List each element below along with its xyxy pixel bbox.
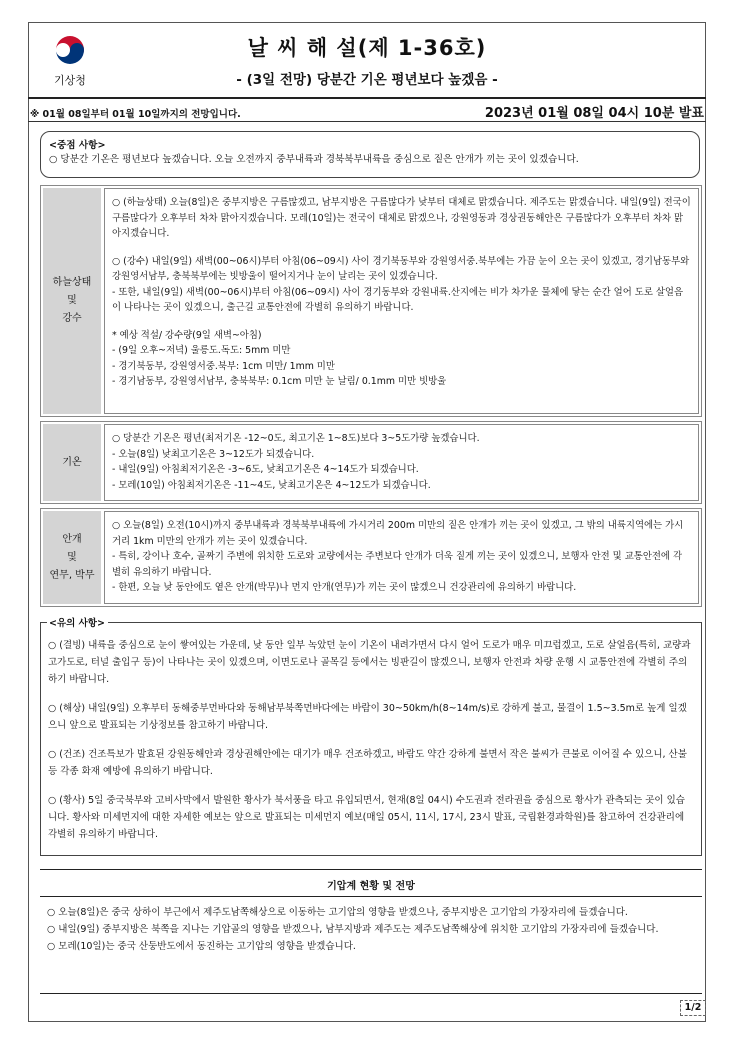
temp-section	[40, 421, 702, 504]
cautions-box	[40, 618, 702, 856]
pressure-paragraph: ○ 오늘(8일)은 중국 상하이 부근에서 제주도남쪽해상으로 이동하는 고기압의 영향을 받겠으나, 중부지방은 고기압의 가장자리에 들겠습니다.	[47, 907, 628, 918]
sky-paragraph: - 또한, 내일(9일) 새벽(00~06시)부터 아침(06~09시) 사이 경기동부와 강원내륙.산지에는 비가 차가운 물체에 닿는 순간 얼어 도로 살얼음이 나타나는 곳이 있겠으니, 출근길 교통안전에 각별히 유의하기 바랍니다.	[112, 286, 684, 313]
fog-paragraph: - 한편, 오늘 낮 동안에도 옅은 안개(박무)나 먼지 안개(연무)가 끼는 곳이 많겠으니 건강관리에 유의하기 바랍니다.	[112, 582, 577, 593]
pressure-divider-end	[40, 993, 702, 994]
page-subtitle: - (3일 전망) 당분간 기온 평년보다 높겠음 -	[236, 72, 498, 88]
temp-paragraph: - 모레(10일) 아침최저기온은 -11~4도, 낮최고기온은 4~12도가 되겠습니다.	[112, 479, 431, 491]
caution-paragraph: ○ (결빙) 내륙을 중심으로 눈이 쌓여있는 가운데, 낮 동안 일부 녹았던 눈이 기온이 내려가면서 다시 얼어 도로가 매우 미끄럽겠고, 도로 살얼음(특히, 교량과 고가도로, 터널 출입구 등)이 나타나는 곳이 있겠으며, 이면도로나 골목길 등에서는 빙판길이 많겠으니, 보행자 안전과 차량 운행 시 교통안전에 각별히 주의하기 바랍니다.	[48, 640, 691, 685]
fog-body	[104, 511, 699, 604]
pressure-heading: 기압계 현황 및 전망	[327, 881, 415, 892]
pressure-divider-top	[40, 869, 702, 870]
key-points-box	[40, 131, 700, 178]
temp-paragraph: - 오늘(8일) 낮최고기온은 3~12도가 되겠습니다.	[112, 448, 315, 460]
issued-time: 2023년 01월 08일 04시 10분 발표	[484, 106, 704, 121]
page-title: 날 씨 해 설(제 1-36호)	[247, 36, 487, 60]
caution-paragraph: ○ (해상) 내일(9일) 오후부터 동해중부먼바다와 동해남부북쪽먼바다에는 바람이 30~50km/h(8~14m/s)로 강하게 불고, 물결이 1.5~3.5m로 높게 일겠으니 앞으로 발표되는 기상정보를 참고하기 바랍니다.	[48, 703, 687, 731]
header-divider	[28, 97, 706, 99]
temp-body	[104, 424, 699, 501]
caution-paragraph: ○ (건조) 건조특보가 발효된 강원동해안과 경상권해안에는 대기가 매우 건조하겠고, 바람도 약간 강하게 불면서 작은 불씨가 큰불로 이어질 수 있으니, 산불 등 각종 화재 예방에 유의하기 바랍니다.	[48, 749, 687, 777]
page-number: 1/2	[680, 1000, 706, 1016]
agency-name: 기상청	[54, 74, 86, 87]
key-points-text: ○ 당분간 기온은 평년보다 높겠습니다. 오늘 오전까지 중부내륙과 경북북부내륙을 중심으로 짙은 안개가 끼는 곳이 있겠습니다.	[49, 154, 579, 165]
temp-paragraph: - 내일(9일) 아침최저기온은 -3~6도, 낮최고기온은 4~14도가 되겠습니다.	[112, 464, 419, 475]
sky-section	[40, 185, 702, 417]
temp-label: 기온	[43, 424, 101, 501]
sky-paragraph: ○ (하늘상태) 오늘(8일)은 중부지방은 구름많겠고, 남부지방은 구름많다가 낮부터 대체로 맑겠습니다. 제주도는 맑겠습니다. 내일(9일) 전국이 구름많다가 오후부터 차차 맑아지겠습니다. 모레(10일)는 전국이 대체로 맑겠으나, 강원영동과 경상권동해안은 구름많다가 오후부터 차차 맑아지겠습니다.	[112, 197, 691, 239]
pressure-paragraph: ○ 내일(9일) 중부지방은 북쪽을 지나는 기압골의 영향을 받겠으나, 남부지방과 제주도는 제주도남쪽해상에 위치한 고기압의 가장자리에 들겠습니다.	[47, 924, 659, 935]
fog-section	[40, 508, 702, 607]
caution-paragraph: ○ (황사) 5일 중국북부와 고비사막에서 발원한 황사가 북서풍을 타고 유입되면서, 현재(8일 04시) 수도권과 전라권을 중심으로 황사가 관측되는 곳이 있습니다. 황사와 미세먼지에 대한 자세한 예보는 앞으로 발표되는 미세먼지 예보(매일 05시, 11시, 17시, 23시 발표, 국립환경과학원)를 참고하여 건강관리에 각별히 유의하기 바랍니다.	[48, 795, 685, 840]
period-note: ※ 01월 08일부터 01월 10일까지의 전망입니다.	[30, 109, 241, 120]
fog-label: 안개 및 연무, 박무	[43, 511, 101, 604]
sky-body	[104, 188, 699, 414]
cautions-heading: <유의 사항>	[47, 615, 108, 632]
sky-paragraph: - 경기남동부, 강원영서남부, 충북북부: 0.1cm 미만 눈 날림/ 0.1mm 미만 빗방울	[112, 376, 447, 387]
pressure-divider-bottom	[40, 896, 702, 897]
sky-paragraph: - 경기북동부, 강원영서중.북부: 1cm 미만/ 1mm 미만	[112, 360, 335, 372]
sky-paragraph: ○ (강수) 내일(9일) 새벽(00~06시)부터 아침(06~09시) 사이 경기북동부와 강원영서중.북부에는 가끔 눈이 오는 곳이 있겠고, 경기남동부와 강원영서남부, 충북북부에는 빗방울이 떨어지거나 눈이 날리는 곳이 있겠습니다.	[112, 255, 690, 282]
key-points-heading: <중점 사항>	[49, 140, 106, 151]
pressure-paragraph: ○ 모레(10일)는 중국 산둥반도에서 동진하는 고기압의 영향을 받겠습니다.	[47, 941, 356, 952]
header-divider-2	[28, 121, 706, 122]
pressure-body	[47, 904, 697, 955]
sky-paragraph: * 예상 적설/ 강수량(9일 새벽~아침)	[112, 329, 262, 341]
sky-label: 하늘상태 및 강수	[43, 188, 101, 414]
fog-paragraph: ○ 오늘(8일) 오전(10시)까지 중부내륙과 경북북부내륙에 가시거리 200m 미만의 짙은 안개가 끼는 곳이 있겠고, 그 밖의 내륙지역에는 가시거리 1km 미만의 안개가 끼는 곳이 있겠습니다.	[112, 520, 684, 547]
temp-paragraph: ○ 당분간 기온은 평년(최저기온 -12~0도, 최고기온 1~8도)보다 3~5도가량 높겠습니다.	[112, 433, 480, 444]
sky-paragraph: - (9일 오후~저녁) 울릉도.독도: 5mm 미만	[112, 345, 291, 356]
fog-paragraph: - 특히, 강이나 호수, 골짜기 주변에 위치한 도로와 교량에서는 주변보다 안개가 더욱 짙게 끼는 곳이 있겠으니, 보행자 안전 및 교통안전에 각별히 유의하기 바랍니다.	[112, 551, 683, 578]
